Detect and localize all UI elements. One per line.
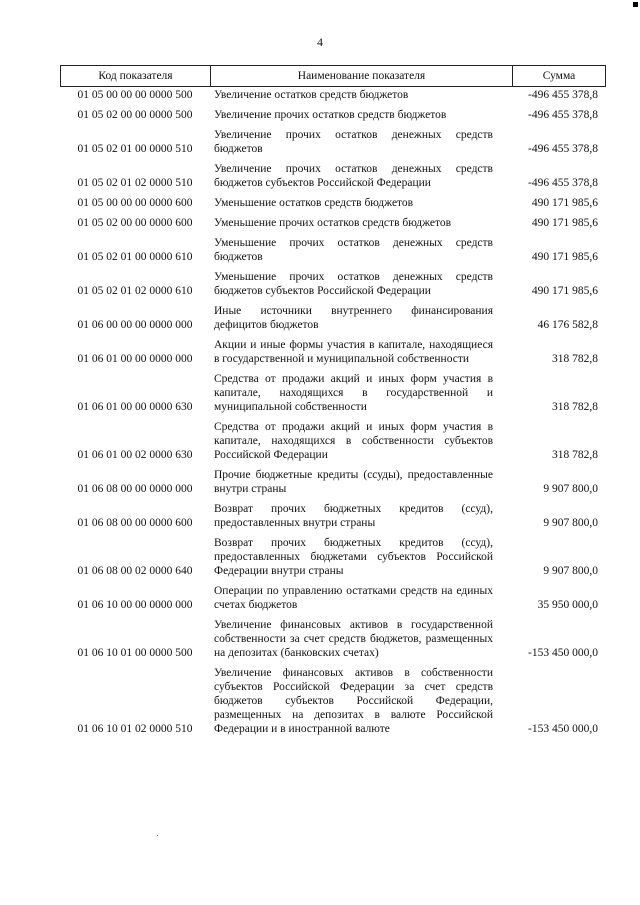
row-code: 01 06 08 00 00 0000 000 <box>77 483 193 495</box>
row-sum: -496 455 378,8 <box>528 109 598 121</box>
row-name: Уменьшение остатков средств бюджетов <box>214 197 414 209</box>
row-sum: 490 171 985,6 <box>531 285 598 297</box>
row-name: Увеличение остатков средств бюджетов <box>214 89 409 101</box>
row-code: 01 05 02 00 00 0000 500 <box>77 109 193 121</box>
row-code: 01 06 01 00 02 0000 630 <box>77 449 193 461</box>
page-number: 4 <box>317 35 323 49</box>
row-code: 01 06 10 01 00 0000 500 <box>77 647 193 659</box>
row-code: 01 06 00 00 00 0000 000 <box>77 319 193 331</box>
table-row <box>60 468 606 502</box>
row-sum: 490 171 985,6 <box>531 217 598 229</box>
row-sum: 9 907 800,0 <box>543 483 598 495</box>
row-code: 01 05 00 00 00 0000 600 <box>77 197 193 209</box>
table-row <box>60 584 606 618</box>
row-name: Акции и иные формы участия в капитале, находящиеся в государственной и муниципальной собственности <box>214 339 493 365</box>
row-sum: -496 455 378,8 <box>528 89 598 101</box>
table-row <box>60 502 606 536</box>
row-name: Увеличение финансовых активов в собственности субъектов Российской Федерации за счет средств бюджетов субъектов Российской Федерации, размещенных на депозитах в валюте Российской Федерации и в иностранной валюте <box>214 667 493 735</box>
row-name: Возврат прочих бюджетных кредитов (ссуд), предоставленных внутри страны <box>214 503 493 529</box>
row-sum: 318 782,8 <box>552 401 598 413</box>
header-sum: Сумма <box>542 70 576 82</box>
row-code: 01 06 08 00 02 0000 640 <box>77 565 193 577</box>
row-code: 01 05 02 00 00 0000 600 <box>77 217 193 229</box>
corner-mark <box>633 2 638 7</box>
table-row <box>60 216 606 236</box>
row-code: 01 05 00 00 00 0000 500 <box>77 89 193 101</box>
row-sum: 35 950 000,0 <box>537 599 598 611</box>
row-name: Иные источники внутреннего финансирования дефицитов бюджетов <box>214 305 493 331</box>
row-sum: 318 782,8 <box>552 353 598 365</box>
table-row <box>60 420 606 468</box>
table-row <box>60 666 606 742</box>
scan-speck <box>157 835 158 836</box>
row-name: Увеличение прочих остатков средств бюджетов <box>214 109 447 121</box>
row-name: Уменьшение прочих остатков средств бюджетов <box>214 217 452 229</box>
table-row <box>60 162 606 196</box>
header-name: Наименование показателя <box>211 66 513 86</box>
row-code: 01 05 02 01 00 0000 610 <box>77 251 193 263</box>
table-row <box>60 304 606 338</box>
row-sum: -496 455 378,8 <box>528 177 598 189</box>
row-name: Операции по управлению остатками средств на единых счетах бюджетов <box>214 585 493 611</box>
table-row <box>60 338 606 372</box>
row-name: Увеличение прочих остатков денежных средств бюджетов субъектов Российской Федерации <box>214 163 493 189</box>
header-code: Код показателя <box>61 66 211 86</box>
row-code: 01 06 10 00 00 0000 000 <box>77 599 193 611</box>
table-row <box>60 618 606 666</box>
row-name: Прочие бюджетные кредиты (ссуды), предоставленные внутри страны <box>214 469 493 495</box>
table-row <box>60 270 606 304</box>
row-sum: 490 171 985,6 <box>531 197 598 209</box>
row-name: Возврат прочих бюджетных кредитов (ссуд), предоставленных бюджетами субъектов Российской Федерации внутри страны <box>214 537 493 577</box>
table-row <box>60 88 606 108</box>
row-sum: 490 171 985,6 <box>531 251 598 263</box>
table-row <box>60 128 606 162</box>
table-body <box>60 88 606 742</box>
table-row <box>60 108 606 128</box>
table-row <box>60 196 606 216</box>
row-code: 01 05 02 01 02 0000 510 <box>77 177 193 189</box>
row-sum: -496 455 378,8 <box>528 143 598 155</box>
row-sum: 46 176 582,8 <box>537 319 598 331</box>
row-sum: 318 782,8 <box>552 449 598 461</box>
row-code: 01 06 01 00 00 0000 630 <box>77 401 193 413</box>
row-code: 01 05 02 01 00 0000 510 <box>77 143 193 155</box>
table-row <box>60 372 606 420</box>
row-name: Увеличение прочих остатков денежных средств бюджетов <box>214 129 493 155</box>
row-sum: 9 907 800,0 <box>543 565 598 577</box>
table-row <box>60 536 606 584</box>
row-name: Уменьшение прочих остатков денежных средств бюджетов субъектов Российской Федерации <box>214 271 493 297</box>
row-code: 01 06 08 00 00 0000 600 <box>77 517 193 529</box>
table-row <box>60 236 606 270</box>
row-code: 01 06 10 01 02 0000 510 <box>77 723 193 735</box>
row-sum: -153 450 000,0 <box>528 723 598 735</box>
row-name: Уменьшение прочих остатков денежных средств бюджетов <box>214 237 493 263</box>
row-code: 01 06 01 00 00 0000 000 <box>77 353 193 365</box>
row-name: Средства от продажи акций и иных форм участия в капитале, находящихся в собственности субъектов Российской Федерации <box>214 421 493 461</box>
row-sum: 9 907 800,0 <box>543 517 598 529</box>
row-name: Увеличение финансовых активов в государственной собственности за счет средств бюджетов, размещенных на депозитах (банковских счетах) <box>214 619 493 659</box>
row-code: 01 05 02 01 02 0000 610 <box>77 285 193 297</box>
row-name: Средства от продажи акций и иных форм участия в капитале, находящихся в государственной и муниципальной собственности <box>214 373 493 413</box>
table-header <box>60 65 606 87</box>
row-sum: -153 450 000,0 <box>528 647 598 659</box>
